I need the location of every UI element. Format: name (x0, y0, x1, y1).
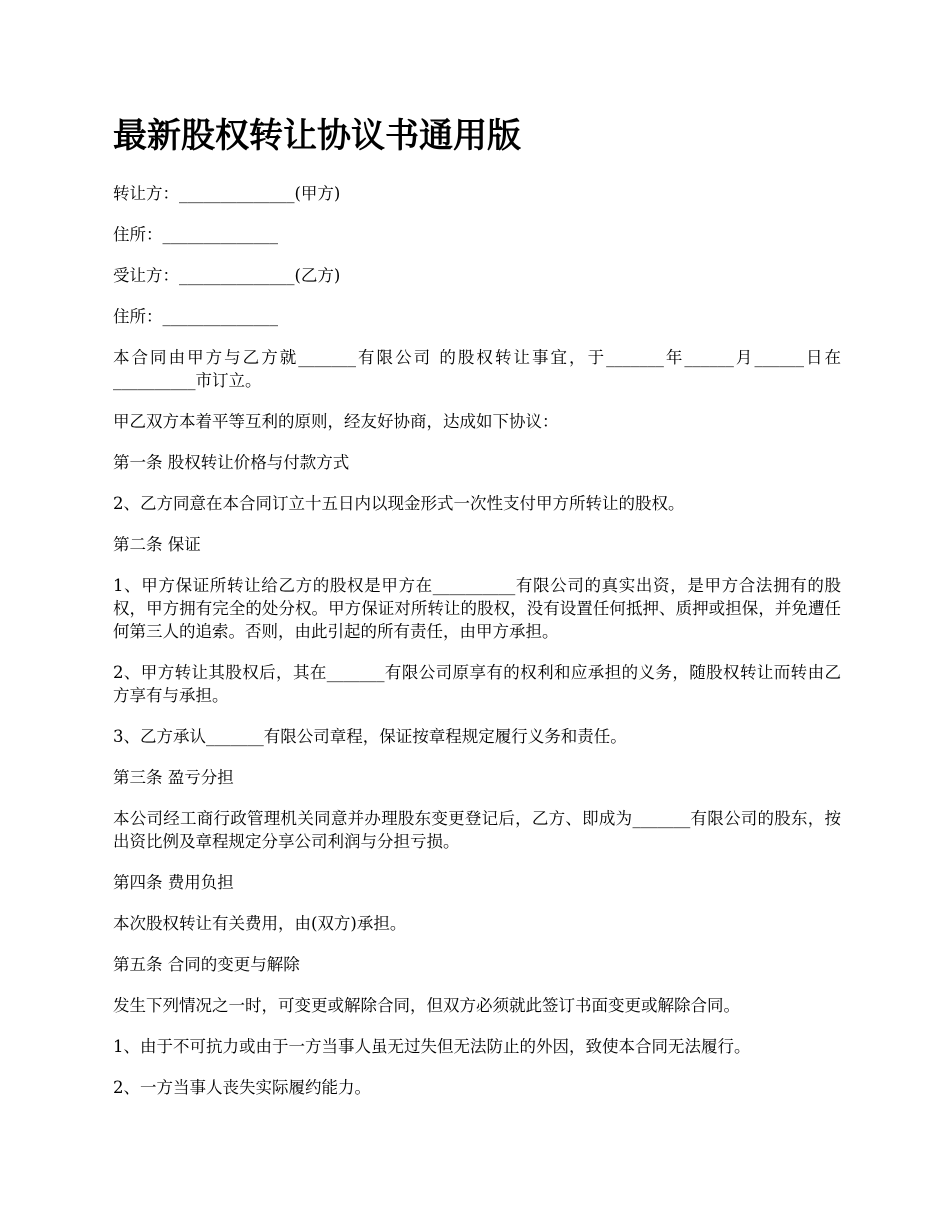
transferor-line: 转让方：______________(甲方) (113, 184, 341, 203)
article-5-clause-1: 1、由于不可抗力或由于一方当事人虽无过失但无法防止的外因，致使本合同无法履行。 (113, 1037, 751, 1056)
article-5-heading: 第五条 合同的变更与解除 (113, 955, 300, 974)
article-1-clause-2: 2、乙方同意在本合同订立十五日内以现金形式一次性支付甲方所转让的股权。 (113, 494, 685, 513)
article-3-body: 本公司经工商行政管理机关同意并办理股东变更登记后，乙方、即成为_______有限公司的股东，按出资比例及章程规定分享公司利润与分担亏损。 (113, 809, 841, 851)
preamble-paragraph: 本合同由甲方与乙方就_______有限公司 的股权转让事宜，于_______年______月______日在__________市订立。 (113, 348, 841, 390)
article-2-clause-1: 1、甲方保证所转让给乙方的股权是甲方在__________有限公司的真实出资，是甲方合法拥有的股权，甲方拥有完全的处分权。甲方保证对所转让的股权，没有设置任何抵押、质押或担保，并免遭任何第三人的追索。否则，由此引起的所有责任，由甲方承担。 (113, 576, 841, 641)
article-5-clause-2: 2、一方当事人丧失实际履约能力。 (113, 1078, 371, 1097)
agreement-intro-paragraph: 甲乙双方本着平等互利的原则，经友好协商，达成如下协议： (113, 412, 559, 431)
article-5-intro: 发生下列情况之一时，可变更或解除合同，但双方必须就此签订书面变更或解除合同。 (113, 996, 740, 1015)
article-2-clause-2: 2、甲方转让其股权后，其在_______有限公司原享有的权利和应承担的义务，随股权转让而转由乙方享有与承担。 (113, 663, 841, 705)
transferee-line: 受让方：______________(乙方) (113, 266, 341, 285)
document-page (113, 112, 841, 1117)
article-4-heading: 第四条 费用负担 (113, 873, 234, 892)
transferor-address-line: 住所：______________ (113, 225, 278, 244)
article-1-heading: 第一条 股权转让价格与付款方式 (113, 453, 350, 472)
article-2-clause-3: 3、乙方承认_______有限公司章程，保证按章程规定履行义务和责任。 (113, 727, 627, 746)
article-4-body: 本次股权转让有关费用，由(双方)承担。 (113, 914, 407, 933)
document-title: 最新股权转让协议书通用版 (113, 116, 521, 156)
article-3-heading: 第三条 盈亏分担 (113, 768, 234, 787)
transferee-address-line: 住所：______________ (113, 307, 278, 326)
article-2-heading: 第二条 保证 (113, 535, 201, 554)
